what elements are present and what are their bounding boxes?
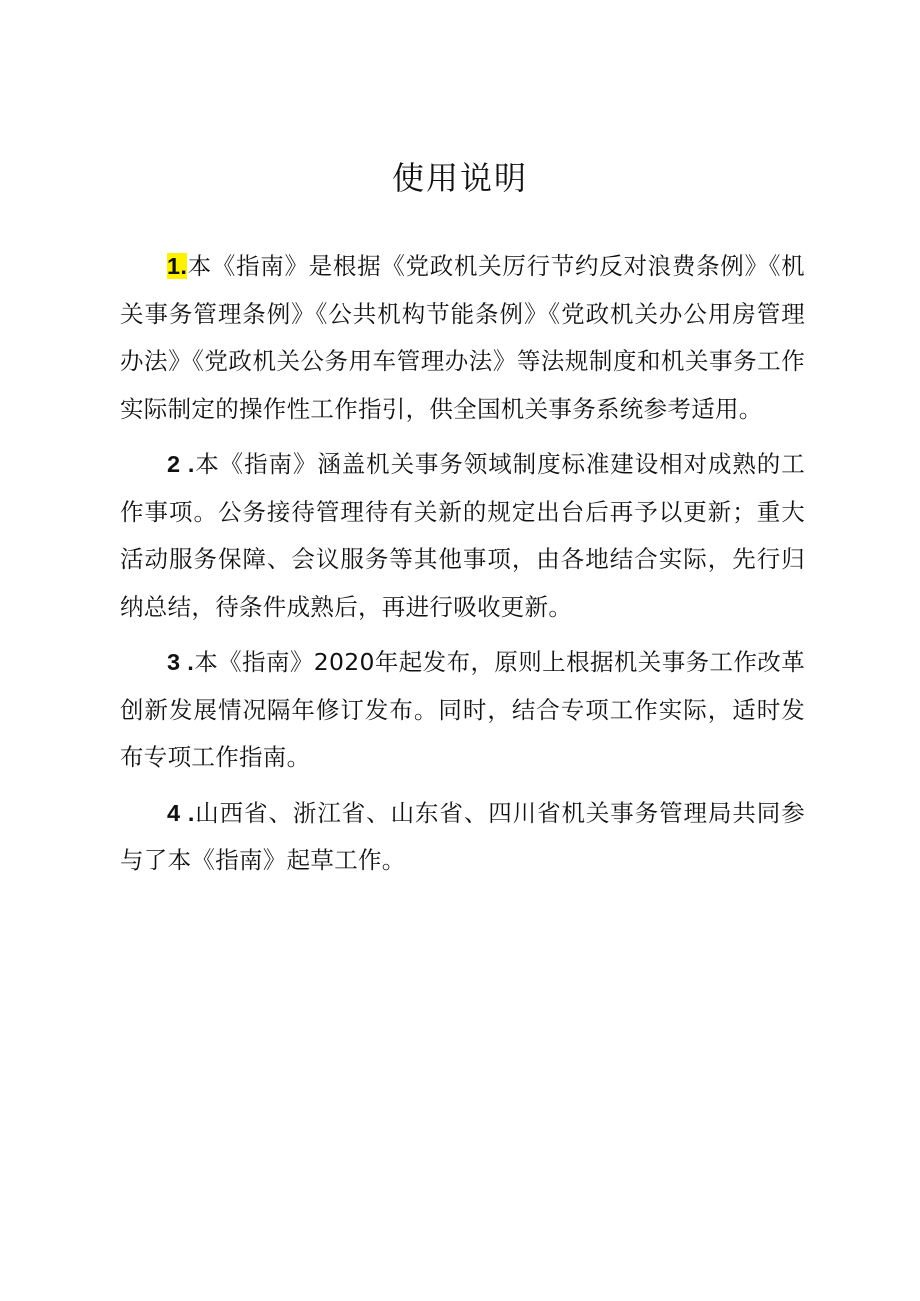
instruction-item-4 [120,790,805,885]
item-text: 本《指南》2020年起发布，原则上根据机关事务工作改革创新发展情况隔年修订发布。同时，结合专项工作实际，适时发布专项工作指南。 [120,648,806,771]
instruction-item-2 [120,441,805,631]
instruction-item-1 [120,243,805,433]
item-text: 本《指南》是根据《党政机关厉行节约反对浪费条例》《机关事务管理条例》《公共机构节能条例》《党政机关办公用房管理办法》《党政机关公务用车管理办法》等法规制度和机关事务工作实际制定的操作性工作指引，供全国机关事务系统参考适用。 [120,252,805,423]
page-title: 使用说明 [391,159,528,197]
item-number: 3 . [167,649,195,675]
item-number-highlighted: 1. [167,253,188,279]
item-text: 山西省、浙江省、山东省、四川省机关事务管理局共同参与了本《指南》起草工作。 [120,798,806,874]
instruction-item-3 [120,639,805,782]
item-text: 本《指南》涵盖机关事务领域制度标准建设相对成熟的工作事项。公务接待管理待有关新的规定出台后再予以更新；重大活动服务保障、会议服务等其他事项，由各地结合实际，先行归纳总结，待条件成熟后，再进行吸收更新。 [120,450,806,621]
item-number: 4 . [167,799,195,826]
instructions-body [120,243,805,893]
item-number: 2 . [167,451,195,477]
